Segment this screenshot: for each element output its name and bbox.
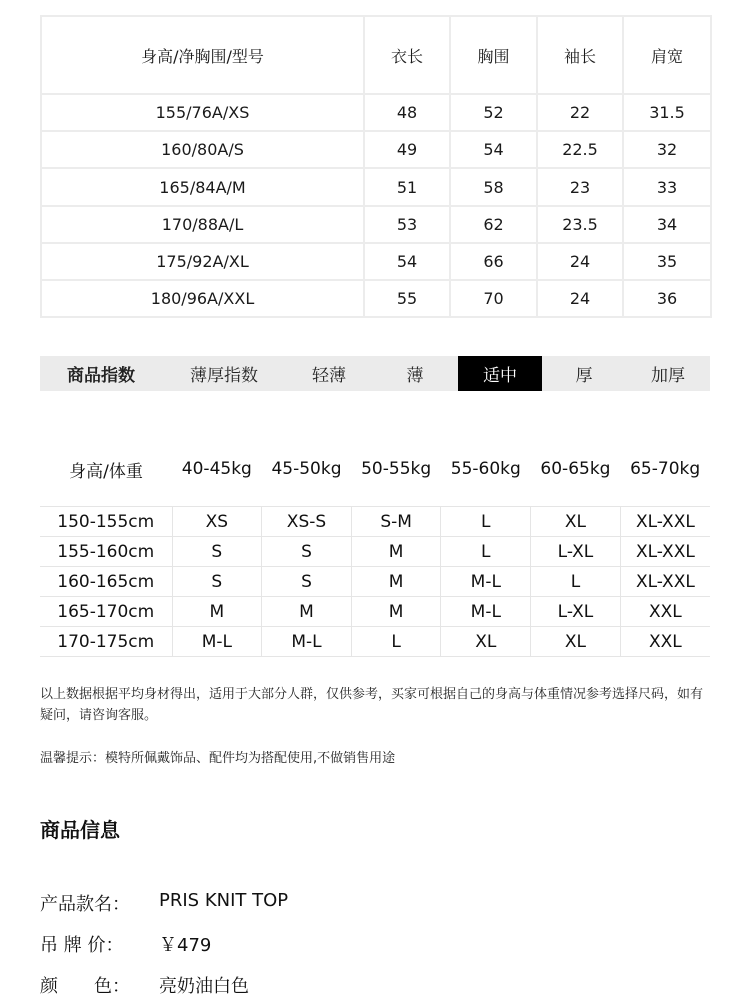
table-cell: 48 xyxy=(364,94,450,131)
header-cell: 身高/体重 xyxy=(69,461,143,482)
header-cell: 肩宽 xyxy=(623,16,711,94)
table-cell: S xyxy=(262,567,352,597)
table-cell: M-L xyxy=(441,567,531,597)
table-cell: 52 xyxy=(450,94,537,131)
header-cell: 身高/净胸围/型号 xyxy=(41,16,364,94)
header-cell: 55-60kg xyxy=(450,459,521,479)
color-value: 亮奶油白色 xyxy=(159,976,249,997)
table-cell: XXL xyxy=(620,627,710,657)
table-cell: 66 xyxy=(450,243,537,280)
table-row xyxy=(41,206,711,243)
table-row xyxy=(40,507,710,537)
table-cell: M-L xyxy=(262,627,352,657)
table-cell: 150-155cm xyxy=(40,507,172,537)
table-cell: 160/80A/S xyxy=(41,131,364,168)
table-cell: 53 xyxy=(364,206,450,243)
table-cell: 54 xyxy=(364,243,450,280)
table-cell: 155/76A/XS xyxy=(41,94,364,131)
table-cell: S xyxy=(172,537,262,567)
table-cell: M-L xyxy=(441,597,531,627)
table-cell: 62 xyxy=(450,206,537,243)
table-cell: M xyxy=(351,597,441,627)
table-row xyxy=(41,94,711,131)
table-row xyxy=(41,131,711,168)
table-cell: 23.5 xyxy=(537,206,623,243)
table-cell: 54 xyxy=(450,131,537,168)
table-cell: 70 xyxy=(450,280,537,317)
size-disclaimer: 以上数据根据平均身材得出，适用于大部分人群，仅供参考，买家可根据自己的身高与体重情况参考选择尺码，如有疑问，请咨询客服。 xyxy=(40,687,704,723)
header-cell: 衣长 xyxy=(364,16,450,94)
thickness-option-medium: 适中 xyxy=(458,356,542,391)
header-cell: 胸围 xyxy=(450,16,537,94)
table-cell: 180/96A/XXL xyxy=(41,280,364,317)
table-row xyxy=(40,627,710,657)
table-cell: L-XL xyxy=(531,537,621,567)
measurement-header-row xyxy=(41,16,711,94)
color-label: 颜 色： xyxy=(40,976,130,997)
table-cell: M xyxy=(351,537,441,567)
table-cell: 24 xyxy=(537,243,623,280)
measurement-table xyxy=(40,15,712,318)
table-row xyxy=(40,597,710,627)
thickness-option-light: 轻薄 xyxy=(312,366,346,386)
table-cell: 24 xyxy=(537,280,623,317)
table-cell: 49 xyxy=(364,131,450,168)
table-cell: 33 xyxy=(623,168,711,205)
header-divider xyxy=(40,490,710,507)
table-cell: 170-175cm xyxy=(40,627,172,657)
table-cell: XL-XXL xyxy=(620,537,710,567)
table-cell: 175/92A/XL xyxy=(41,243,364,280)
thickness-category-label: 薄厚指数 xyxy=(190,366,258,386)
table-row xyxy=(40,567,710,597)
table-cell: L-XL xyxy=(531,597,621,627)
product-name-value: PRIS KNIT TOP xyxy=(159,890,289,911)
thickness-index-title: 商品指数 xyxy=(67,366,135,386)
table-row xyxy=(40,537,710,567)
thickness-option-extra-thick: 加厚 xyxy=(651,366,685,386)
table-cell: 55 xyxy=(364,280,450,317)
product-name-label: 产品款名： xyxy=(40,894,130,915)
table-cell: M-L xyxy=(172,627,262,657)
header-cell: 袖长 xyxy=(537,16,623,94)
table-cell: XL xyxy=(531,627,621,657)
table-cell: M xyxy=(351,567,441,597)
header-cell: 65-70kg xyxy=(630,459,701,479)
table-cell: M xyxy=(172,597,262,627)
table-cell: 31.5 xyxy=(623,94,711,131)
table-cell: L xyxy=(441,507,531,537)
table-cell: S-M xyxy=(351,507,441,537)
table-cell: L xyxy=(531,567,621,597)
thickness-option-thick: 厚 xyxy=(575,366,593,386)
table-row xyxy=(41,168,711,205)
table-cell: 160-165cm xyxy=(40,567,172,597)
price-value: ￥479 xyxy=(159,935,212,956)
table-cell: XS xyxy=(172,507,262,537)
table-cell: 155-160cm xyxy=(40,537,172,567)
table-cell: XXL xyxy=(620,597,710,627)
thickness-index-bar xyxy=(40,356,710,391)
size-guide-table xyxy=(40,448,710,657)
table-row xyxy=(41,280,711,317)
table-cell: 165-170cm xyxy=(40,597,172,627)
table-cell: 58 xyxy=(450,168,537,205)
header-cell: 40-45kg xyxy=(181,459,252,479)
table-cell: S xyxy=(172,567,262,597)
table-row xyxy=(41,243,711,280)
accessory-tip: 温馨提示：模特所佩戴饰品、配件均为搭配使用,不做销售用途 xyxy=(40,751,396,766)
table-cell: L xyxy=(441,537,531,567)
table-cell: M xyxy=(262,597,352,627)
table-cell: S xyxy=(262,537,352,567)
table-cell: XL-XXL xyxy=(620,567,710,597)
thickness-option-thin: 薄 xyxy=(406,366,424,386)
table-cell: L xyxy=(351,627,441,657)
price-label: 吊 牌 价： xyxy=(40,935,124,956)
header-cell: 50-55kg xyxy=(361,459,432,479)
header-cell: 45-50kg xyxy=(271,459,342,479)
table-cell: 23 xyxy=(537,168,623,205)
table-cell: XL xyxy=(441,627,531,657)
table-cell: 165/84A/M xyxy=(41,168,364,205)
table-cell: XL-XXL xyxy=(620,507,710,537)
table-cell: XS-S xyxy=(262,507,352,537)
size-guide-header-row xyxy=(40,448,710,490)
table-cell: 32 xyxy=(623,131,711,168)
table-cell: 22.5 xyxy=(537,131,623,168)
header-cell: 60-65kg xyxy=(540,459,611,479)
table-cell: 170/88A/L xyxy=(41,206,364,243)
table-cell: 36 xyxy=(623,280,711,317)
table-cell: 22 xyxy=(537,94,623,131)
table-cell: 51 xyxy=(364,168,450,205)
table-cell: 35 xyxy=(623,243,711,280)
table-cell: 34 xyxy=(623,206,711,243)
product-info-title: 商品信息 xyxy=(40,818,120,842)
table-cell: XL xyxy=(531,507,621,537)
